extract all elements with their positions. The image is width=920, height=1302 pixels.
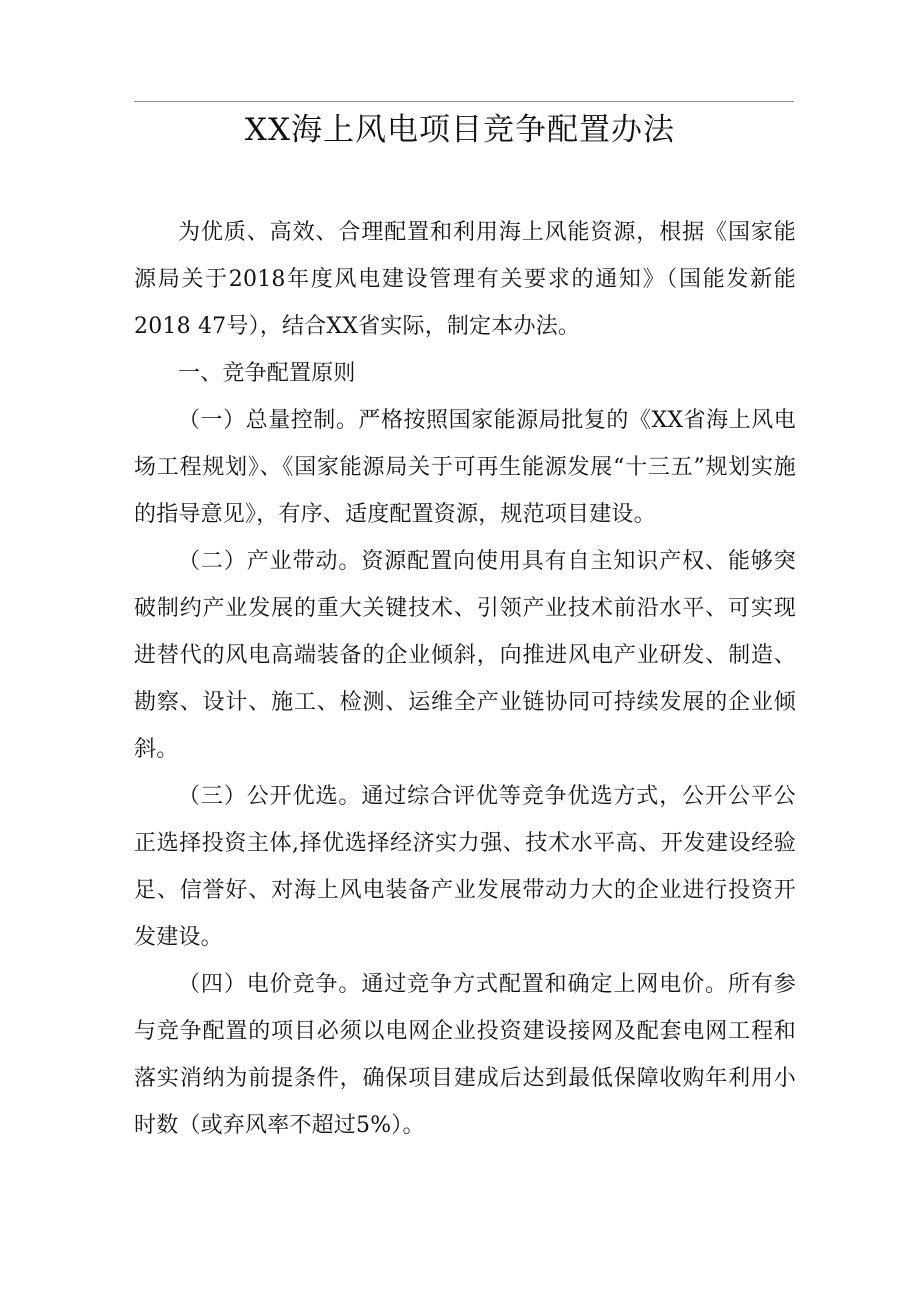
document-body	[134, 209, 796, 1149]
document-title: XX海上风电项目竞争配置办法	[244, 112, 676, 148]
section-heading-principles: 一、竞争配置原则	[178, 361, 356, 386]
paragraph-total-control: （一）总量控制。严格按照国家能源局批复的《XX省海上风电场工程规划》、《国家能源局关于可再生能源发展“十三五”规划实施的指导意见》，有序、适度配置资源，规范项目建设。	[134, 408, 796, 527]
header-rule	[134, 101, 794, 102]
intro-paragraph: 为优质、高效、合理配置和利用海上风能资源，根据《国家能源局关于2018年度风电建设管理有关要求的通知》（国能发新能2018 47号），结合XX省实际，制定本办法。	[134, 220, 796, 339]
paragraph-price-competition: （四）电价竞争。通过竞争方式配置和确定上网电价。所有参与竞争配置的项目必须以电网企业投资建设接网及配套电网工程和落实消纳为前提条件，确保项目建成后达到最低保障收购年利用小时数（或弃风率不超过5%）。	[134, 972, 796, 1138]
paragraph-industry-driving: （二）产业带动。资源配置向使用具有自主知识产权、能够突破制约产业发展的重大关键技术、引领产业技术前沿水平、可实现进替代的风电高端装备的企业倾斜，向推进风电产业研发、制造、勘察、设计、施工、检测、运维全产业链协同可持续发展的企业倾斜。	[134, 549, 796, 762]
paragraph-open-selection: （三）公开优选。通过综合评优等竞争优选方式，公开公平公正选择投资主体,择优选择经济实力强、技术水平高、开发建设经验足、信誉好、对海上风电装备产业发展带动力大的企业进行投资开发建设。	[134, 784, 796, 950]
